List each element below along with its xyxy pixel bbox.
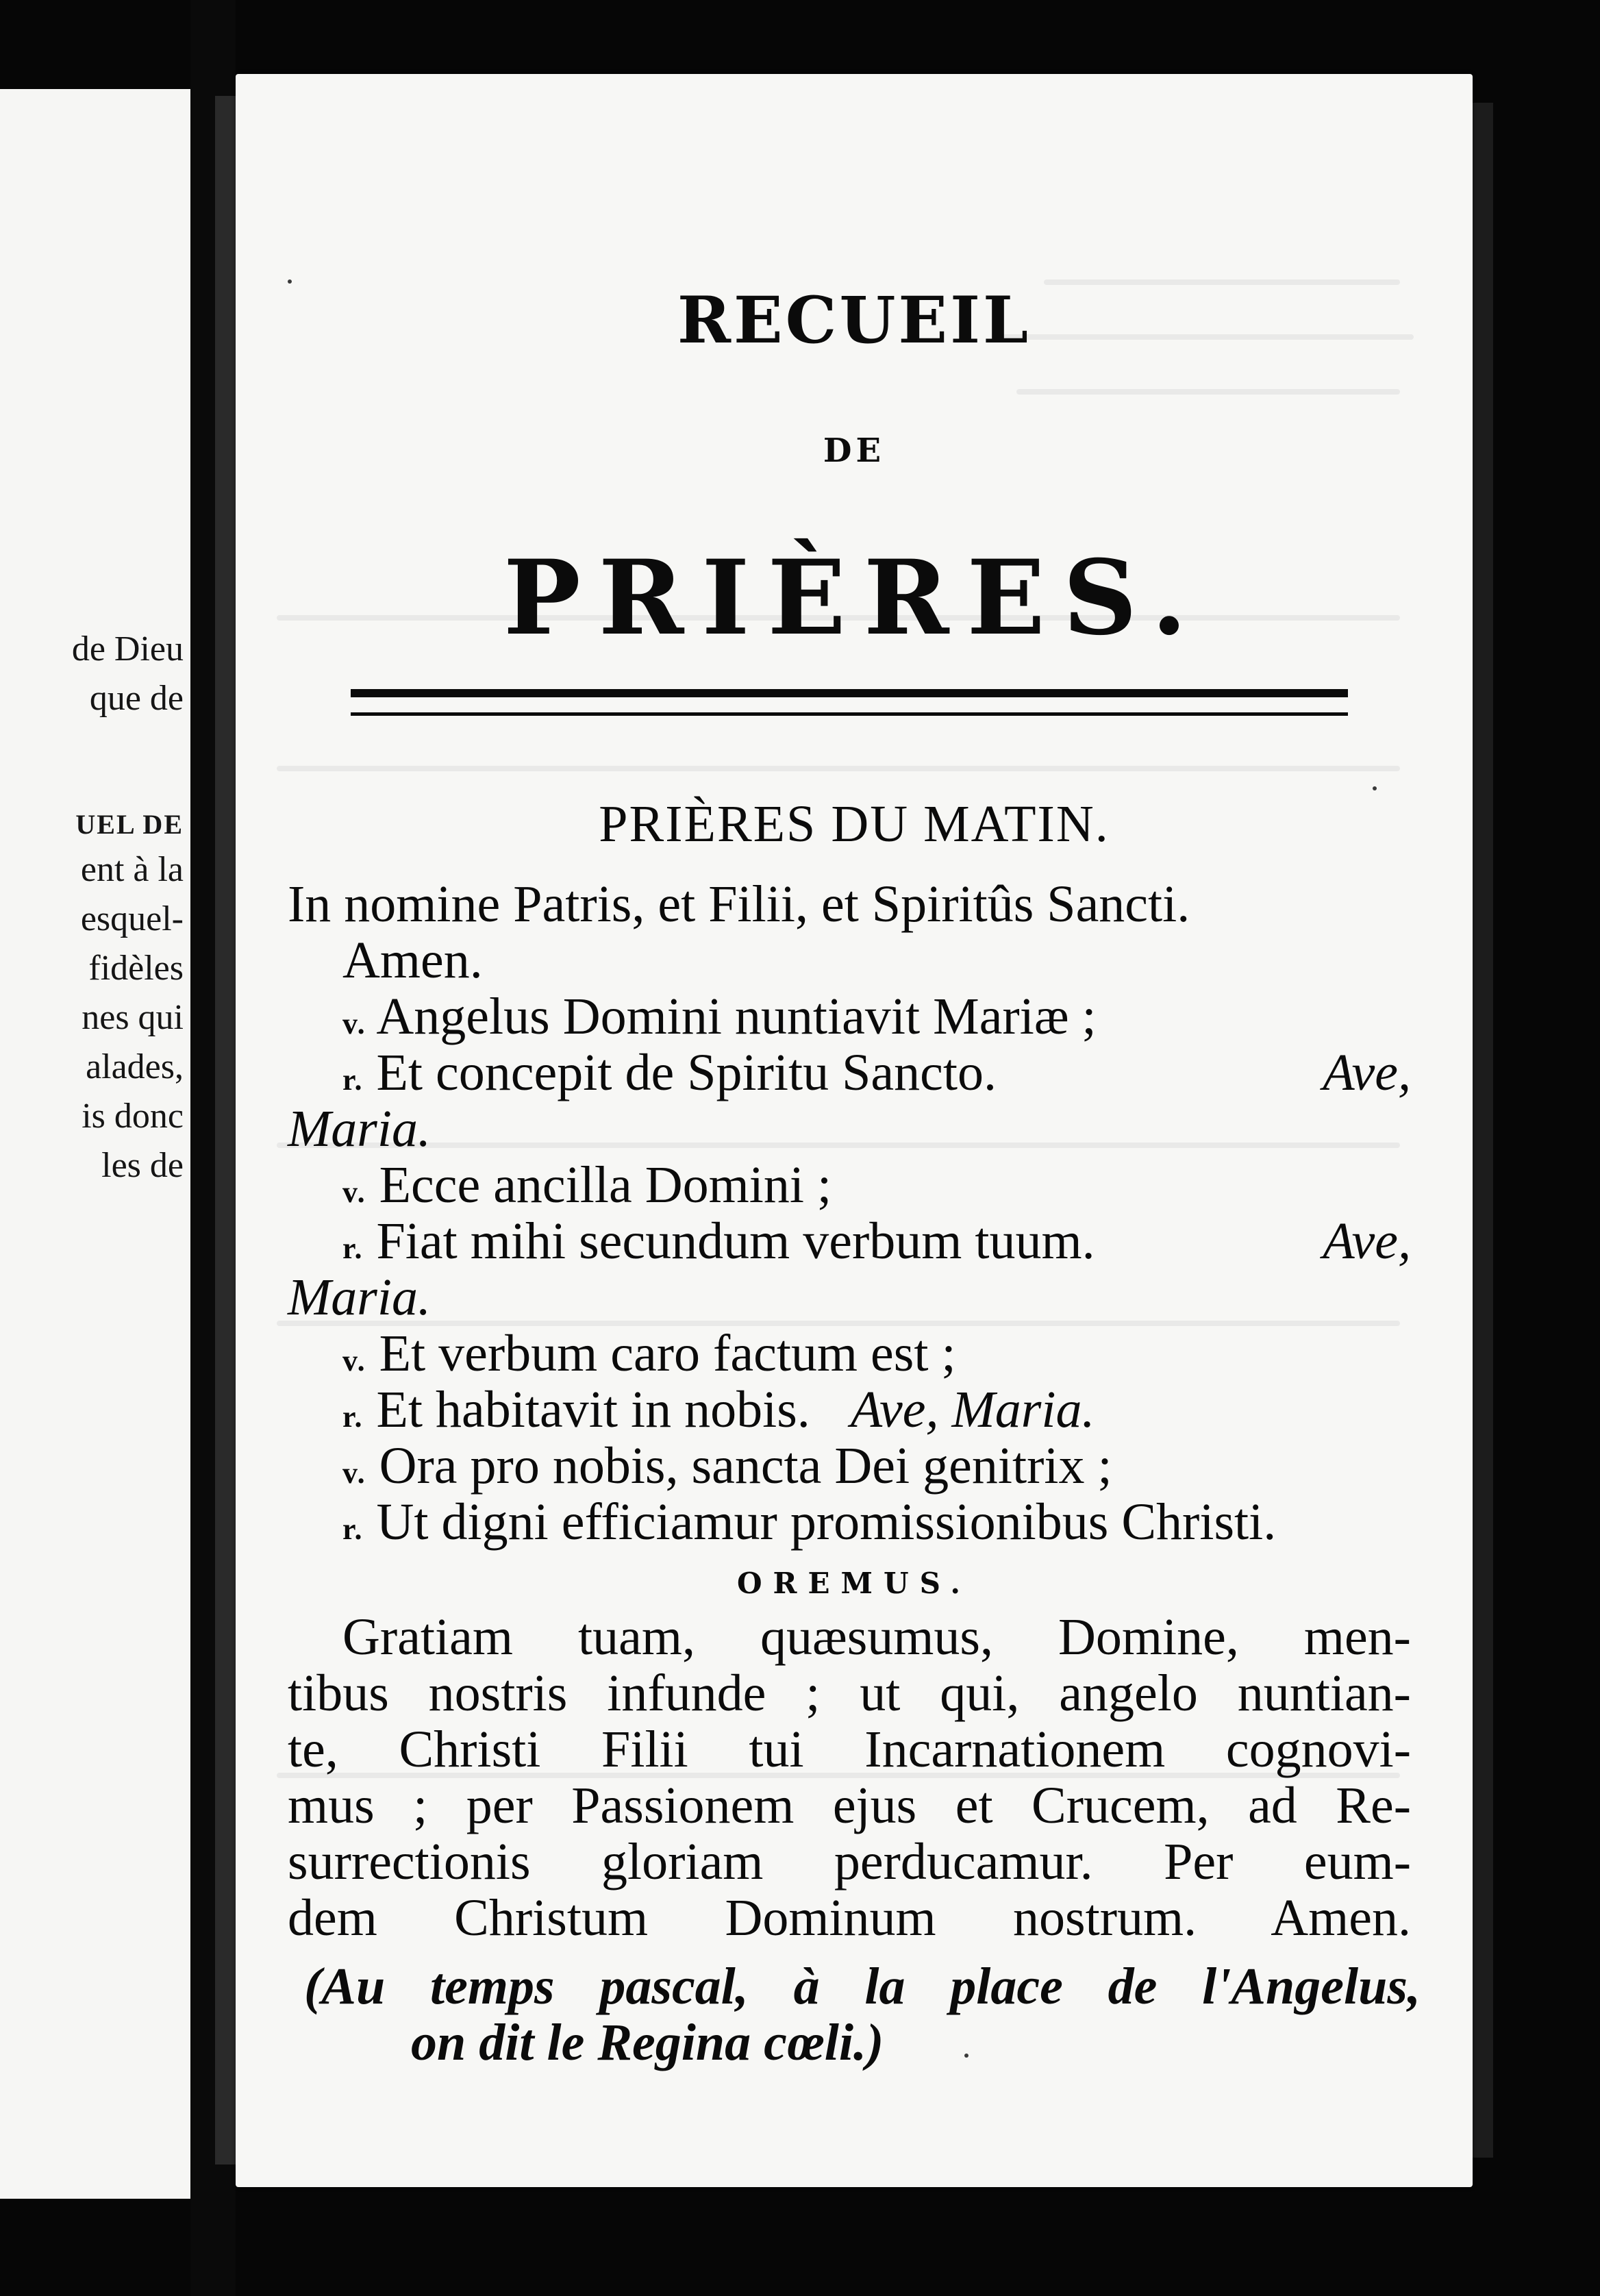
paper-speck [1373,786,1377,790]
versicle-text: Et verbum caro factum est ; [379,1325,956,1382]
oremus-heading: OREMUS. [736,1567,972,1600]
left-page-line: esquel- [80,899,184,938]
prayer-line: dem Christum Dominum nostrum. Amen. [288,1889,1411,1947]
response-line [342,1381,1095,1446]
paper-speck [288,279,292,284]
book-page [236,74,1473,2187]
left-page-line: nes qui [82,998,184,1037]
response-ave: Ave, [1323,1212,1411,1270]
left-page-line: ent à la [80,850,184,889]
versicle-line [342,988,1097,1053]
response-text: Et concepit de Spiritu Sancto. [376,1044,997,1101]
previous-page-fragment [0,89,190,2199]
bleed-through [1016,389,1400,395]
rubric-note-line: on dit le Regina cœli.) [411,2014,884,2071]
left-page-line: les de [101,1146,184,1185]
prayer-line: surrectionis gloriam perducamur. Per eum- [288,1833,1411,1891]
versicle-mark: v. [342,1175,366,1209]
versicle-text: Angelus Domini nuntiavit Mariæ ; [376,988,1097,1045]
prayer-line: te, Christi Filii tui Incarnationem cognovi- [288,1721,1411,1778]
left-page-line: alades, [86,1047,184,1086]
left-page-line: UEL DE [75,809,184,840]
rubric-note-line: (Au temps pascal, à la place de l'Angelus, [304,1958,1421,2015]
response-mark: r. [342,1232,364,1265]
response-line [342,1493,1276,1558]
versicle-mark: v. [342,1007,366,1040]
response-ave: Ave, Maria. [850,1381,1095,1438]
response-mark: r. [342,1400,364,1434]
response-maria: Maria. [288,1269,431,1326]
response-maria: Maria. [288,1100,431,1158]
response-text: Et habitavit in nobis. [376,1381,810,1438]
versicle-mark: v. [342,1456,366,1490]
section-heading: PRIÈRES DU MATIN. [599,795,1110,853]
versicle-line [342,1325,956,1390]
response-mark: r. [342,1063,364,1097]
versicle-line [342,1437,1112,1502]
book-title-prieres: PRIÈRES. [503,538,1205,658]
prayer-line: mus ; per Passionem ejus et Crucem, ad Re- [288,1777,1411,1834]
versicle-line [342,1156,832,1221]
prayer-line: Gratiam tuam, quæsumus, Domine, men- [342,1608,1411,1666]
book-title-recueil: RECUEIL [677,283,1032,358]
versicle-text: Ecce ancilla Domini ; [379,1156,832,1214]
page-edge [1473,103,1493,2158]
response-line [342,1212,1411,1277]
text-line: Amen. [342,932,483,989]
left-page-line: que de [89,679,184,718]
bleed-through [277,766,1400,771]
response-text: Fiat mihi secundum verbum tuum. [376,1212,1095,1270]
double-rule-thick [351,689,1348,697]
left-page-line: is donc [82,1097,184,1136]
book-title-de: DE [823,432,886,470]
prayer-line: tibus nostris infunde ; ut qui, angelo nuntian- [288,1664,1411,1722]
double-rule-thin [351,712,1348,716]
versicle-text: Ora pro nobis, sancta Dei genitrix ; [379,1437,1112,1495]
response-mark: r. [342,1512,364,1546]
response-text: Ut digni efficiamur promissionibus Christi. [376,1493,1277,1551]
left-page-line: fidèles [88,949,184,988]
versicle-mark: v. [342,1344,366,1377]
paper-speck [964,2054,968,2058]
spine-edge [215,96,236,2164]
response-line [342,1044,1411,1109]
response-ave: Ave, [1323,1044,1411,1101]
left-page-line: de Dieu [71,629,184,669]
text-line: In nomine Patris, et Filii, et Spiritûs Sancti. [288,875,1190,933]
bleed-through [277,1143,1400,1148]
